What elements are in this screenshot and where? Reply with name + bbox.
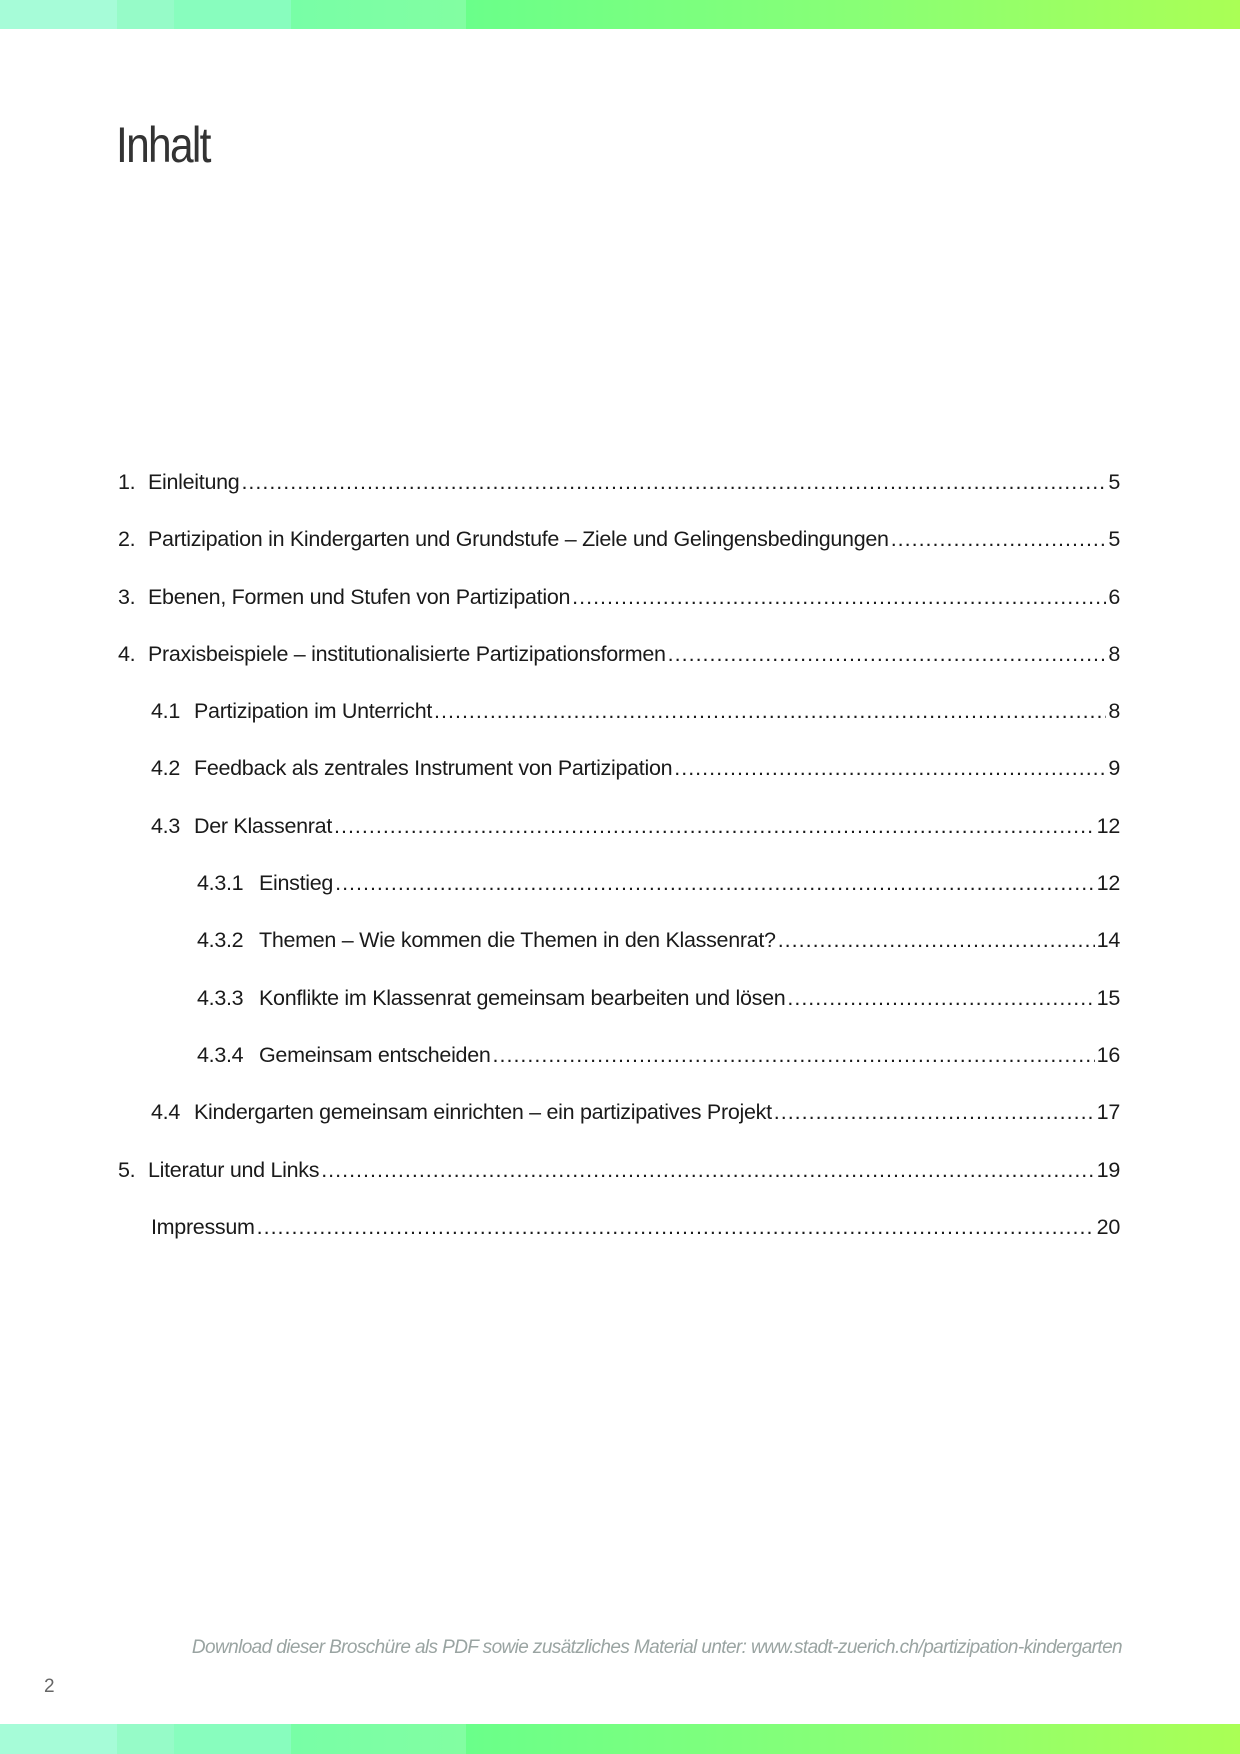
toc-entry-title: Ebenen, Formen und Stufen von Partizipation <box>148 584 571 609</box>
toc-entry-page: 12 <box>1096 813 1120 838</box>
dot-leader <box>334 814 1095 839</box>
download-note: Download dieser Broschüre als PDF sowie zusätzliches Material unter: www.stadt-zuerich.ch/partizipation-kindergarten <box>191 1637 1122 1658</box>
toc-entry-number: 4.3 <box>151 813 180 838</box>
dot-leader <box>774 1100 1095 1125</box>
toc-entry[interactable] <box>118 1043 1120 1100</box>
dot-leader <box>668 642 1107 667</box>
dot-leader <box>241 470 1106 495</box>
page-number: 2 <box>44 1676 55 1697</box>
toc-entry-page: 5 <box>1108 527 1120 552</box>
toc-entry-number: 4.3.4 <box>197 1042 244 1067</box>
toc-entry-number: 3. <box>118 584 136 609</box>
toc-entry[interactable] <box>118 642 1120 699</box>
toc-entry-title: Literatur und Links <box>148 1157 320 1182</box>
dot-leader <box>335 871 1095 896</box>
page-title: Inhalt <box>116 117 210 173</box>
toc-entry-page: 6 <box>1108 584 1120 609</box>
toc-entry[interactable] <box>118 871 1120 928</box>
toc-entry-number: 4.3.1 <box>197 871 244 896</box>
toc-entry[interactable] <box>118 986 1120 1043</box>
toc-entry-title: Partizipation in Kindergarten und Grundstufe – Ziele und Gelingensbedingungen <box>148 527 889 552</box>
dot-leader <box>674 756 1106 781</box>
toc-entry-title: Der Klassenrat <box>194 813 332 838</box>
toc-entry-page: 16 <box>1096 1042 1120 1067</box>
toc-entry-title: Feedback als zentrales Instrument von Partizipation <box>194 756 673 781</box>
toc-entry[interactable] <box>118 699 1120 756</box>
toc-entry-title: Partizipation im Unterricht <box>194 699 433 724</box>
toc-entry-title: Konflikte im Klassenrat gemeinsam bearbeiten und lösen <box>259 985 786 1010</box>
toc-entry-page: 5 <box>1108 470 1120 494</box>
toc-entry-title: Einstieg <box>259 871 334 896</box>
top-color-bar <box>0 0 1240 29</box>
table-of-contents <box>118 470 1120 1272</box>
toc-entry[interactable] <box>118 527 1120 584</box>
toc-entry-number: 4.3.2 <box>197 928 244 953</box>
dot-leader <box>778 928 1095 953</box>
dot-leader <box>891 527 1107 552</box>
toc-entry[interactable] <box>118 814 1120 871</box>
dot-leader <box>321 1158 1094 1183</box>
toc-entry-page: 15 <box>1096 985 1120 1010</box>
toc-entry-number: 4.1 <box>151 699 180 724</box>
toc-entry-title: Impressum <box>151 1214 255 1239</box>
dot-leader <box>434 699 1106 724</box>
toc-entry[interactable] <box>118 470 1120 527</box>
toc-entry-number: 2. <box>118 527 136 552</box>
toc-entry[interactable] <box>118 1158 1120 1215</box>
toc-entry-page: 17 <box>1096 1100 1120 1125</box>
toc-entry-page: 19 <box>1096 1157 1120 1182</box>
dot-leader <box>257 1215 1095 1240</box>
toc-entry[interactable] <box>118 928 1120 985</box>
dot-leader <box>572 585 1106 610</box>
toc-entry-title: Einleitung <box>148 470 240 494</box>
toc-entry-number: 4.3.3 <box>197 985 244 1010</box>
toc-entry[interactable] <box>118 1215 1120 1272</box>
toc-entry-page: 8 <box>1108 641 1120 666</box>
toc-entry-page: 20 <box>1096 1214 1120 1239</box>
toc-entry-page: 9 <box>1108 756 1120 781</box>
toc-entry[interactable] <box>118 585 1120 642</box>
toc-entry-page: 14 <box>1096 928 1120 953</box>
toc-entry-number: 4.2 <box>151 756 180 781</box>
toc-entry-page: 8 <box>1108 699 1120 724</box>
bottom-color-bar <box>0 1724 1240 1754</box>
toc-entry[interactable] <box>118 1100 1120 1157</box>
toc-entry-number: 4.4 <box>151 1100 180 1125</box>
toc-entry-title: Praxisbeispiele – institutionalisierte Partizipationsformen <box>148 641 666 666</box>
dot-leader <box>787 986 1094 1011</box>
toc-entry-number: 5. <box>118 1157 136 1182</box>
toc-entry[interactable] <box>118 756 1120 813</box>
toc-entry-title: Kindergarten gemeinsam einrichten – ein partizipatives Projekt <box>194 1100 772 1125</box>
toc-entry-number: 4. <box>118 641 136 666</box>
dot-leader <box>493 1043 1095 1068</box>
toc-entry-page: 12 <box>1096 871 1120 896</box>
toc-entry-number: 1. <box>118 470 136 494</box>
toc-entry-title: Gemeinsam entscheiden <box>259 1042 491 1067</box>
toc-entry-title: Themen – Wie kommen die Themen in den Klassenrat? <box>259 928 776 953</box>
